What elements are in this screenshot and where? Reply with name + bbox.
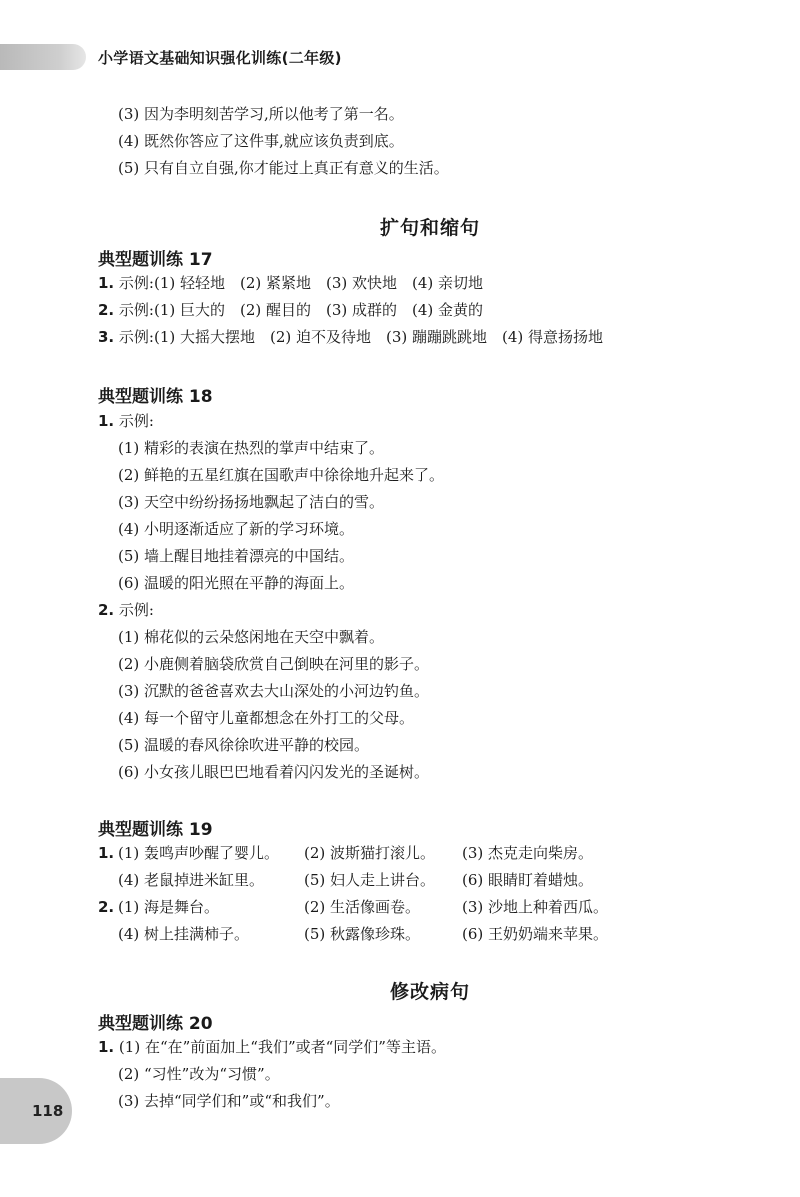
item-text: 示例: — [118, 601, 154, 619]
list-item: (1) 轰鸣声吵醒了婴儿。 — [118, 844, 280, 862]
exercise-heading: 典型题训练 18 — [98, 387, 213, 407]
running-header: 小学语文基础知识强化训练(二年级) — [98, 49, 342, 67]
item-text: 示例:(1) 大摇大摆地 (2) 迫不及待地 (3) 蹦蹦跳跳地 (4) 得意扬扬地 — [118, 328, 604, 346]
list-item — [98, 1037, 446, 1057]
list-item: (4) 既然你答应了这件事,就应该负责到底。 — [118, 132, 404, 150]
list-item: (5) 只有自立自强,你才能过上真正有意义的生活。 — [118, 159, 449, 177]
item-number: 2. — [98, 898, 115, 916]
list-item: (2) “习性”改为“习惯”。 — [118, 1065, 280, 1083]
section-title: 扩句和缩句 — [379, 217, 480, 239]
list-item: (6) 小女孩儿眼巴巴地看着闪闪发光的圣诞树。 — [118, 763, 430, 781]
item-number: 1. — [98, 844, 115, 862]
question-label — [98, 600, 154, 620]
list-item: (1) 精彩的表演在热烈的掌声中结束了。 — [118, 439, 385, 457]
list-item — [98, 300, 483, 320]
list-item: (2) 波斯猫打滚儿。 — [304, 844, 436, 862]
list-item: (3) 因为李明刻苦学习,所以他考了第一名。 — [118, 105, 404, 123]
item-number: 1. — [98, 1038, 115, 1056]
list-item — [98, 273, 483, 293]
list-item: (6) 温暖的阳光照在平静的海面上。 — [118, 574, 355, 592]
list-item: (3) 沙地上种着西瓜。 — [462, 898, 609, 916]
list-item: (4) 每一个留守儿童都想念在外打工的父母。 — [118, 709, 415, 727]
list-item: (5) 温暖的春风徐徐吹进平静的校园。 — [118, 736, 370, 754]
item-text: (1) 在“在”前面加上“我们”或者“同学们”等主语。 — [118, 1038, 446, 1056]
list-item: (4) 老鼠掉进米缸里。 — [118, 871, 265, 889]
list-item: (1) 海是舞台。 — [118, 898, 220, 916]
item-number: 2. — [98, 301, 115, 319]
list-item: (4) 小明逐渐适应了新的学习环境。 — [118, 520, 355, 538]
item-number: 2. — [98, 601, 115, 619]
item-text: 示例:(1) 巨大的 (2) 醒目的 (3) 成群的 (4) 金黄的 — [118, 301, 484, 319]
question-label — [98, 411, 154, 431]
exercise-heading: 典型题训练 17 — [98, 250, 213, 270]
page-number: 118 — [32, 1102, 64, 1120]
item-number: 3. — [98, 328, 115, 346]
list-item: (2) 生活像画卷。 — [304, 898, 421, 916]
list-item: (3) 天空中纷纷扬扬地飘起了洁白的雪。 — [118, 493, 385, 511]
exercise-heading: 典型题训练 19 — [98, 820, 213, 840]
list-item: (5) 秋露像珍珠。 — [304, 925, 421, 943]
list-item: (3) 沉默的爸爸喜欢去大山深处的小河边钓鱼。 — [118, 682, 430, 700]
list-item: (5) 妇人走上讲台。 — [304, 871, 436, 889]
item-number: 1. — [98, 274, 115, 292]
list-item: (5) 墙上醒目地挂着漂亮的中国结。 — [118, 547, 355, 565]
list-item — [98, 327, 603, 347]
item-text: 示例: — [118, 412, 154, 430]
section-title: 修改病句 — [389, 981, 470, 1003]
header-tab — [0, 44, 86, 70]
exercise-heading: 典型题训练 20 — [98, 1014, 213, 1034]
list-item: (3) 杰克走向柴房。 — [462, 844, 594, 862]
list-item: (1) 棉花似的云朵悠闲地在天空中飘着。 — [118, 628, 385, 646]
list-item: (2) 鲜艳的五星红旗在国歌声中徐徐地升起来了。 — [118, 466, 445, 484]
item-text: 示例:(1) 轻轻地 (2) 紧紧地 (3) 欢快地 (4) 亲切地 — [118, 274, 484, 292]
item-number: 1. — [98, 412, 115, 430]
list-item: (4) 树上挂满柿子。 — [118, 925, 250, 943]
list-item: (6) 王奶奶端来苹果。 — [462, 925, 609, 943]
list-item: (6) 眼睛盯着蜡烛。 — [462, 871, 594, 889]
list-item: (2) 小鹿侧着脑袋欣赏自己倒映在河里的影子。 — [118, 655, 430, 673]
list-item: (3) 去掉“同学们和”或“和我们”。 — [118, 1092, 340, 1110]
